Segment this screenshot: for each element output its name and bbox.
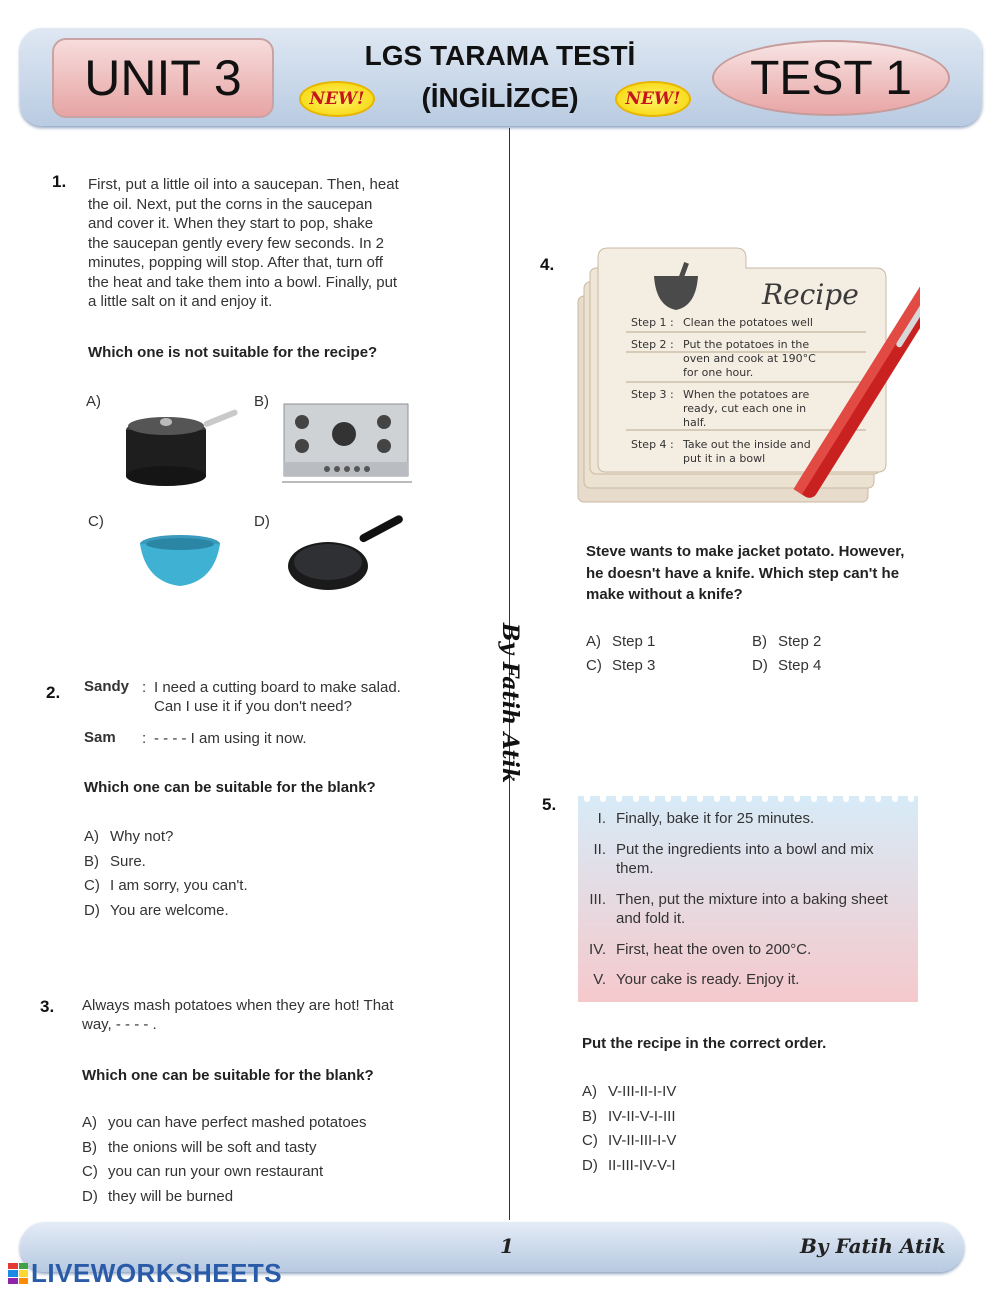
new-badge-left: NEW!: [298, 80, 376, 118]
notepad-holes: [584, 794, 914, 802]
q5-option-b[interactable]: B) IV-II-V-I-III: [582, 1107, 676, 1125]
saucepan-image[interactable]: [118, 398, 240, 490]
q1-option-b-label[interactable]: B): [254, 393, 269, 410]
question-3-options: [82, 1111, 367, 1209]
q3-line-2: way, - - - - .: [82, 1016, 157, 1033]
q2-line-1: I need a cutting board to make salad.: [154, 679, 401, 696]
recipe-steps: Step 1 : Clean the potatoes well Step 2 : Put the potatoes in the oven and cook at 190°C for one hour. Step 3 : When the potatoes are ready, cut each one in half. Step 4 : Take out the inside and put it in a bowl: [631, 316, 816, 465]
question-2-options: [84, 825, 248, 923]
q4-option-c[interactable]: C) Step 3: [586, 657, 656, 674]
test-subtitle: (İNGİLİZCE): [421, 82, 579, 113]
q4-option-b[interactable]: B) Step 2: [752, 633, 822, 650]
question-1-text: First, put a little oil into a saucepan. Then, heat the oil. Next, put the corns in the saucepan and cover it. When they start to pop, shake the saucepan gently every few seconds. In 2 minutes, popping will stop. After that, turn off the heat and take them into a bowl. Finally, put a little salt on it and enjoy it.: [88, 176, 399, 310]
q2-option-c[interactable]: C) I am sorry, you can't.: [84, 877, 248, 894]
q3-option-a[interactable]: A) you can have perfect mashed potatoes: [82, 1114, 367, 1131]
q5-option-d[interactable]: D) II-III-IV-V-I: [582, 1156, 676, 1174]
q1-option-a-label[interactable]: A): [86, 393, 101, 410]
question-5-number: 5.: [542, 795, 557, 814]
question-1-number: 1.: [52, 172, 67, 191]
q2-line-3: - - - - I am using it now.: [154, 730, 307, 747]
speaker-sandy: Sandy: [84, 678, 130, 695]
q1-option-d-label[interactable]: D): [254, 513, 270, 530]
q3-line-1: Always mash potatoes when they are hot! That: [82, 997, 394, 1014]
q1-option-c-label[interactable]: C): [88, 513, 104, 530]
question-5-prompt: Put the recipe in the correct order.: [582, 1035, 827, 1052]
q3-option-d[interactable]: D) they will be burned: [82, 1187, 234, 1205]
liveworksheets-cube-icon: [8, 1263, 28, 1285]
test-number-label: TEST 1: [712, 40, 950, 116]
q4-option-d[interactable]: D) Step 4: [752, 657, 822, 674]
test-title: LGS TARAMA TESTİ: [364, 40, 636, 71]
recipe-card: [576, 244, 920, 508]
q3-option-c[interactable]: C) you can run your own restaurant: [82, 1163, 324, 1180]
q2-option-d[interactable]: D) You are welcome.: [84, 901, 229, 919]
question-4-number: 4.: [540, 255, 555, 274]
q5-step-ii: II. Put the ingredients into a bowl and mix them.: [593, 840, 874, 877]
q2-option-a[interactable]: A) Why not?: [84, 828, 174, 845]
speaker-sam: Sam: [84, 729, 116, 746]
question-3-number: 3.: [40, 997, 55, 1016]
recipe-card-title: Recipe: [762, 278, 859, 311]
q5-step-iv: IV. First, heat the oven to 200°C.: [589, 940, 812, 958]
side-author-signature: By Fatih Atik: [497, 622, 523, 784]
q3-option-b[interactable]: B) the onions will be soft and tasty: [82, 1138, 317, 1156]
frying-pan-image[interactable]: [284, 514, 410, 594]
page-number: 1: [500, 1234, 514, 1258]
q5-step-i: I. Finally, bake it for 25 minutes.: [597, 810, 815, 827]
question-1-prompt: Which one is not suitable for the recipe?: [88, 344, 378, 361]
q5-step-v: V. Your cake is ready. Enjoy it.: [593, 971, 800, 988]
q5-option-a[interactable]: A) V-III-II-I-IV: [582, 1083, 677, 1100]
question-4-prompt: Steve wants to make jacket potato. However, he doesn't have a knife. Which step can't he make without a knife?: [586, 543, 905, 603]
q5-step-iii: III. Then, put the mixture into a baking sheet and fold it.: [589, 890, 888, 927]
question-5-options: [582, 1080, 676, 1178]
question-2-number: 2.: [46, 683, 61, 702]
gas-stove-image[interactable]: [282, 402, 414, 484]
bowl-image[interactable]: [138, 534, 222, 590]
new-badge-right: NEW!: [614, 80, 692, 118]
question-3-prompt: Which one can be suitable for the blank?: [82, 1067, 374, 1084]
liveworksheets-logo[interactable]: LIVEWORKSHEETS: [8, 1258, 282, 1289]
q4-option-a[interactable]: A) Step 1: [586, 633, 656, 650]
question-2-prompt: Which one can be suitable for the blank?: [84, 779, 376, 796]
unit-label: UNIT 3: [52, 38, 274, 118]
q2-option-b[interactable]: B) Sure.: [84, 852, 146, 870]
q5-option-c[interactable]: C) IV-II-III-I-V: [582, 1132, 677, 1149]
q2-line-2: Can I use it if you don't need?: [154, 698, 352, 715]
q5-steps-list: [578, 809, 914, 990]
footer-author: By Fatih Atik: [800, 1234, 946, 1258]
